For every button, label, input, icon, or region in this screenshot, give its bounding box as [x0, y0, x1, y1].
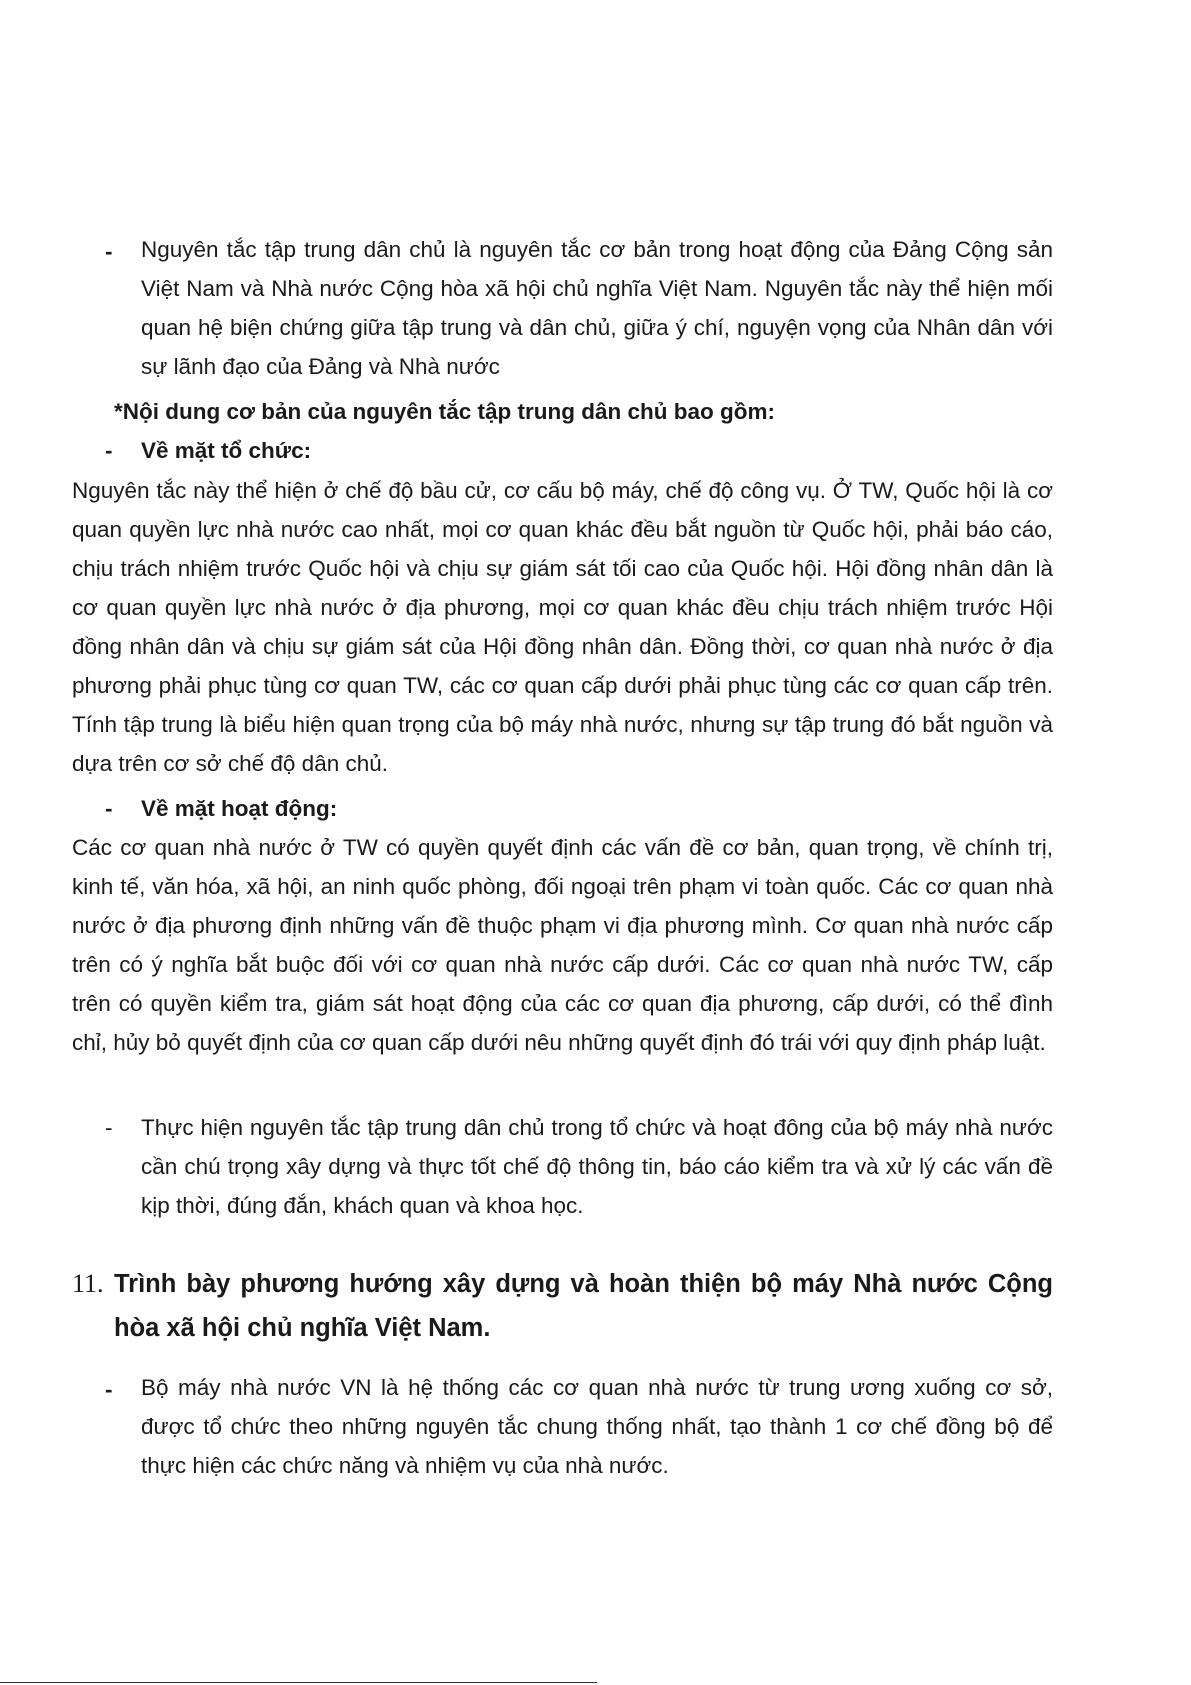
bullet-marker: -: [105, 796, 113, 821]
organization-paragraph: Nguyên tắc này thể hiện ở chế độ bầu cử, cơ cấu bộ máy, chế độ công vụ. Ở TW, Quốc hội là cơ quan quyền lực nhà nước cao nhất, mọi cơ quan khác đều bắt nguồn từ Quốc hội, phải báo cáo, chịu trách nhiệm trước Quốc hội và chịu sự giám sát tối cao của Quốc hội. Hội đồng nhân dân là cơ quan quyền lực nhà nước ở địa phương, mọi cơ quan khác đều chịu trách nhiệm trước Hội đồng nhân dân và chịu sự giám sát của Hội đồng nhân dân. Đồng thời, cơ quan nhà nước ở địa phương phải phục tùng cơ quan TW, các cơ quan cấp dưới phải phục tùng các cơ quan cấp trên. Tính tập trung là biểu hiện quan trọng của bộ máy nhà nước, nhưng sự tập trung đó bắt nguồn và dựa trên cơ sở chế độ dân chủ.: [72, 478, 1053, 776]
answer-paragraph: Bộ máy nhà nước VN là hệ thống các cơ quan nhà nước từ trung ương xuống cơ sở, được tổ chức theo những nguyên tắc chung thống nhất, tạo thành 1 cơ chế đồng bộ để thực hiện các chức năng và nhiệm vụ của nhà nước.: [141, 1375, 1053, 1478]
bullet-marker: -: [105, 438, 113, 463]
question-number: 11.: [72, 1269, 104, 1298]
implementation-paragraph: Thực hiện nguyên tắc tập trung dân chủ trong tổ chức và hoạt đông của bộ máy nhà nước cần chú trọng xây dựng và thực tốt chế độ thông tin, báo cáo kiểm tra và xử lý các vấn đề kịp thời, đúng đắn, khách quan và khoa học.: [141, 1115, 1053, 1218]
organization-heading: Về mặt tổ chức:: [141, 438, 312, 463]
intro-paragraph: Nguyên tắc tập trung dân chủ là nguyên tắc cơ bản trong hoạt động của Đảng Cộng sản Việt Nam và Nhà nước Cộng hòa xã hội chủ nghĩa Việt Nam. Nguyên tắc này thể hiện mối quan hệ biện chứng giữa tập trung và dân chủ, giữa ý chí, nguyện vọng của Nhân dân với sự lãnh đạo của Đảng và Nhà nước: [141, 237, 1053, 379]
question-title: Trình bày phương hướng xây dựng và hoàn thiện bộ máy Nhà nước Cộng hòa xã hội chủ nghĩa Việt Nam.: [114, 1270, 1053, 1342]
operation-paragraph: Các cơ quan nhà nước ở TW có quyền quyết định các vấn đề cơ bản, quan trọng, về chính trị, kinh tế, văn hóa, xã hội, an ninh quốc phòng, đối ngoại trên phạm vi toàn quốc. Các cơ quan nhà nước ở địa phương định những vấn đề thuộc phạm vi địa phương mình. Cơ quan nhà nước cấp trên có ý nghĩa bắt buộc đối với cơ quan nhà nước cấp dưới. Các cơ quan nhà nước TW, cấp trên có quyền kiểm tra, giám sát hoạt động của các cơ quan địa phương, cấp dưới, có thể đình chỉ, hủy bỏ quyết định của cơ quan cấp dưới nêu những quyết định đó trái với quy định pháp luật.: [72, 835, 1053, 1055]
bullet-marker: -: [105, 1115, 113, 1140]
footer-rule: [0, 1682, 597, 1683]
operation-heading: Về mặt hoạt động:: [141, 796, 338, 821]
bullet-marker: -: [105, 239, 113, 264]
bullet-marker: -: [105, 1377, 113, 1402]
content-heading: *Nội dung cơ bản của nguyên tắc tập trung dân chủ bao gồm:: [114, 399, 776, 424]
